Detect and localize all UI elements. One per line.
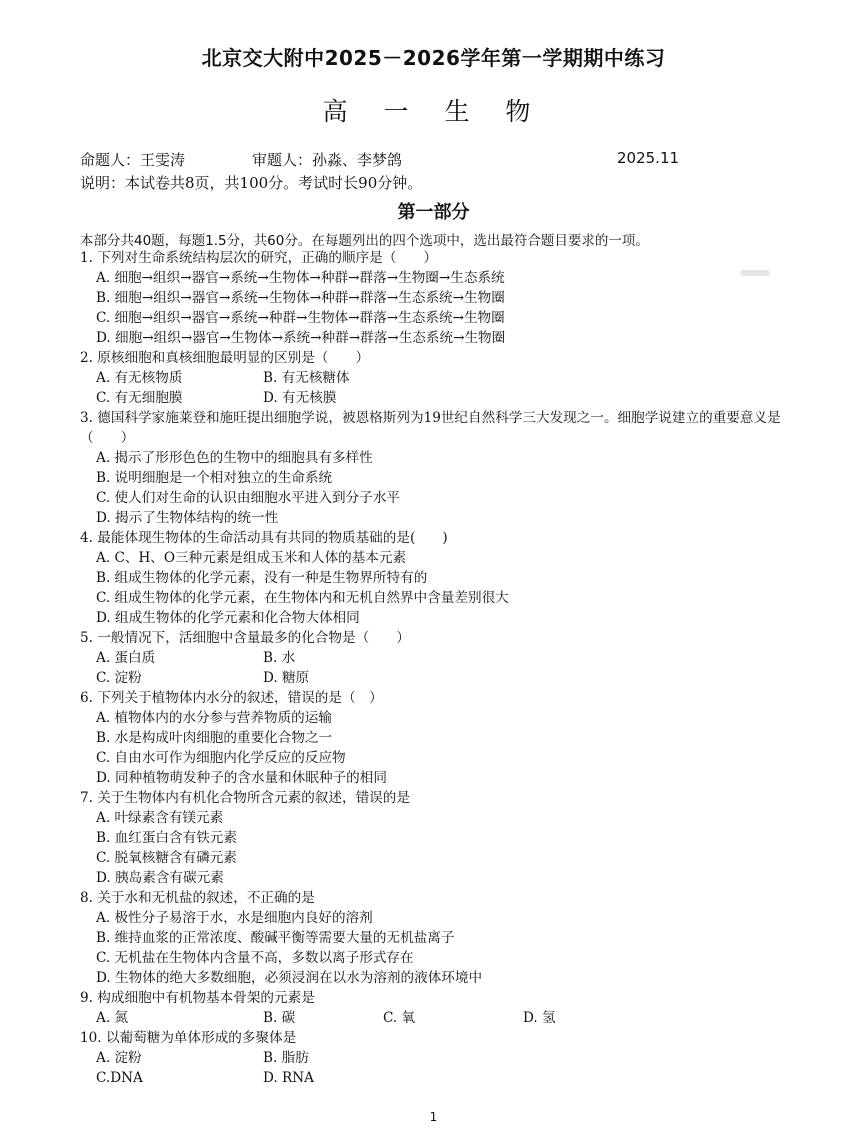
question-stem: 5. 一般情况下，活细胞中含量最多的化合物是（ ） <box>80 630 410 646</box>
option-d: D. RNA <box>263 1070 315 1086</box>
question-stem: 6. 下列关于植物体内水分的叙述，错误的是（ ） <box>80 690 383 706</box>
question-2 <box>80 348 820 408</box>
option-b: B. 组成生物体的化学元素，没有一种是生物界所特有的 <box>96 570 428 586</box>
option-d: D. 糖原 <box>263 670 310 686</box>
page-number: 1 <box>429 1110 438 1124</box>
section-instructions: 本部分共40题，每题1.5分，共60分。在每题列出的四个选项中，选出最符合题目要求的一项。 <box>80 233 649 249</box>
question-4 <box>80 528 820 628</box>
exam-subtitle: 高 一 生 物 <box>322 97 545 126</box>
question-stem: 9. 构成细胞中有机物基本骨架的元素是 <box>80 990 315 1006</box>
option-d: D. 生物体的绝大多数细胞，必须浸润在以水为溶剂的液体环境中 <box>96 970 483 986</box>
option-b: B. 细胞→组织→器官→系统→生物体→种群→群落→生态系统→生物圈 <box>96 290 505 306</box>
option-d: D. 揭示了生物体结构的统一性 <box>96 510 279 526</box>
option-b: B. 有无核糖体 <box>263 370 350 386</box>
question-1 <box>80 248 820 348</box>
option-d: D. 组成生物体的化学元素和化合物大体相同 <box>96 610 360 626</box>
question-10 <box>80 1028 820 1088</box>
option-c: C. 无机盐在生物体内含量不高，多数以离子形式存在 <box>96 950 414 966</box>
option-a: A. 有无核物质 <box>96 370 183 386</box>
option-d: D. 氢 <box>523 1010 556 1026</box>
option-d: D. 胰岛素含有碳元素 <box>96 870 224 886</box>
option-b: B. 水 <box>263 650 296 666</box>
question-7 <box>80 788 820 888</box>
option-d: D. 同种植物萌发种子的含水量和休眠种子的相同 <box>96 770 387 786</box>
option-a: A. 植物体内的水分参与营养物质的运输 <box>96 710 332 726</box>
question-list <box>80 248 820 1088</box>
option-b: B. 脂肪 <box>263 1050 309 1066</box>
option-c: C. 使人们对生命的认识由细胞水平进入到分子水平 <box>96 490 401 506</box>
question-9 <box>80 988 820 1028</box>
option-b: B. 水是构成叶肉细胞的重要化合物之一 <box>96 730 333 746</box>
question-stem: 8. 关于水和无机盐的叙述，不正确的是 <box>80 890 315 906</box>
option-c: C. 淀粉 <box>96 670 142 686</box>
option-c: C. 氧 <box>383 1010 416 1026</box>
question-3 <box>80 408 820 528</box>
question-stem: 7. 关于生物体内有机化合物所含元素的叙述，错误的是 <box>80 790 410 806</box>
exam-title: 北京交大附中2025－2026学年第一学期期中练习 <box>201 46 666 70</box>
question-stem: 4. 最能体现生物体的生命活动具有共同的物质基础的是( ) <box>80 530 448 546</box>
option-c: C. 自由水可作为细胞内化学反应的反应物 <box>96 750 346 766</box>
question-stem: 10. 以葡萄糖为单体形成的多聚体是 <box>80 1030 297 1046</box>
option-b: B. 碳 <box>263 1010 296 1026</box>
option-d: D. 细胞→组织→器官→生物体→系统→种群→群落→生态系统→生物圈 <box>96 330 506 346</box>
option-a: A. 氮 <box>96 1010 129 1026</box>
option-a: A. 揭示了形形色色的生物中的细胞具有多样性 <box>96 450 373 466</box>
option-b: B. 说明细胞是一个相对独立的生命系统 <box>96 470 333 486</box>
question-stem: 1. 下列对生命系统结构层次的研究，正确的顺序是（ ） <box>80 250 438 266</box>
option-c: C.DNA <box>96 1070 143 1086</box>
exam-date: 2025.11 <box>617 149 680 167</box>
exam-note: 说明：本试卷共8页，共100分。考试时长90分钟。 <box>80 174 423 192</box>
question-6 <box>80 688 820 788</box>
option-a: A. C、H、O三种元素是组成玉米和人体的基本元素 <box>96 550 407 566</box>
section-title: 第一部分 <box>397 202 470 223</box>
option-a: A. 蛋白质 <box>96 650 156 666</box>
option-c: C. 组成生物体的化学元素，在生物体内和无机自然界中含量差别很大 <box>96 590 509 606</box>
author: 命题人：王雯涛 <box>80 151 186 169</box>
option-c: C. 细胞→组织→器官→系统→种群→生物体→群落→生态系统→生物圈 <box>96 310 505 326</box>
option-b: B. 维持血浆的正常浓度、酸碱平衡等需要大量的无机盐离子 <box>96 930 455 946</box>
option-c: C. 有无细胞膜 <box>96 390 183 406</box>
question-stem: 3. 德国科学家施莱登和施旺提出细胞学说，被恩格斯列为19世纪自然科学三大发现之一。细胞学说建立的重要意义是（ ） <box>80 410 781 446</box>
option-a: A. 细胞→组织→器官→系统→生物体→种群→群落→生物圈→生态系统 <box>96 270 505 286</box>
question-stem: 2. 原核细胞和真核细胞最明显的区别是（ ） <box>80 350 370 366</box>
question-5 <box>80 628 820 688</box>
question-8 <box>80 888 820 988</box>
option-a: A. 淀粉 <box>96 1050 142 1066</box>
option-a: A. 叶绿素含有镁元素 <box>96 810 224 826</box>
exam-meta <box>80 149 800 170</box>
reviewer: 审题人：孙淼、李梦鸽 <box>252 151 403 169</box>
option-a: A. 极性分子易溶于水，水是细胞内良好的溶剂 <box>96 910 373 926</box>
option-b: B. 血红蛋白含有铁元素 <box>96 830 237 846</box>
option-c: C. 脱氧核糖含有磷元素 <box>96 850 237 866</box>
option-d: D. 有无核膜 <box>263 390 337 406</box>
